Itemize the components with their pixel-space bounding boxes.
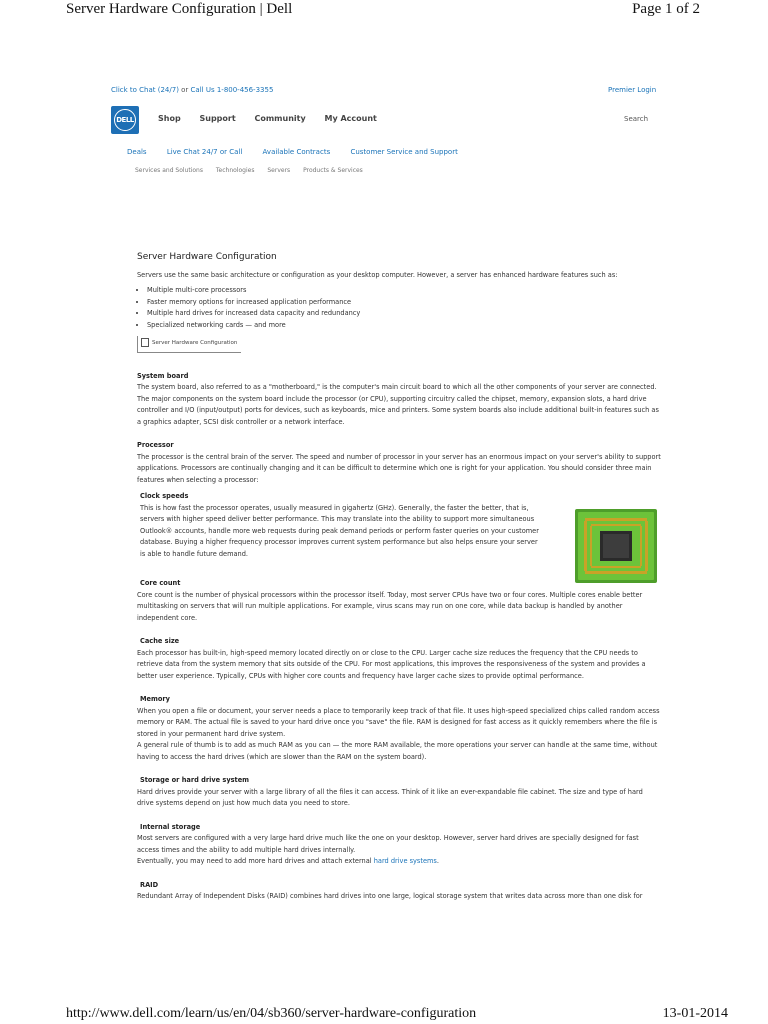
list-item: • Specialized networking cards — and more: [147, 320, 661, 332]
sub-nav: [127, 148, 476, 156]
paragraph: Core count is the number of physical processors within the processor itself. Today, most server CPUs have two or four cores. Multiple cores enable better multitasking on servers that will run multiple applications. For example, virus scans may run on one core, while data backup is handled by another independent core.: [137, 590, 643, 622]
nav-my-account[interactable]: My Account: [324, 114, 377, 123]
image-placeholder: [137, 336, 241, 353]
page-url: http://www.dell.com/learn/us/en/04/sb360/server-hardware-configuration: [66, 1006, 477, 1021]
section-heading: Storage or hard drive system: [140, 776, 250, 784]
list-item: • Faster memory options for increased application performance: [147, 297, 661, 309]
section-heading: System board: [137, 371, 189, 380]
contact-bar: [111, 86, 273, 94]
feature-list: [137, 285, 661, 331]
or-text: or: [178, 86, 191, 94]
dell-logo[interactable]: [111, 106, 139, 134]
nav-community[interactable]: Community: [254, 114, 306, 123]
section-heading: Core count: [140, 579, 181, 587]
chip-die-top: [603, 534, 629, 558]
paragraph: [137, 856, 661, 868]
section-heading: Cache size: [140, 637, 180, 645]
logo-text: DELL: [116, 116, 134, 124]
paragraph: This is how fast the processor operates, usually measured in gigahertz (GHz). Generally, the faster the better, that is, servers with higher speed deliver better performance. This may translate into the ability to support more simultaneous Outlook® accounts, handle more web requests during peak demand periods or perform faster queries on your customer database. Buying a higher frequency processor improves current system performance but also helps ensure your server is able to handle future demand.: [140, 503, 539, 558]
list-item: • Multiple multi-core processors: [147, 285, 661, 297]
hard-drive-systems-link[interactable]: hard drive systems: [373, 857, 437, 865]
section-heading: Clock speeds: [140, 492, 189, 500]
chat-link[interactable]: Click to Chat (24/7): [111, 86, 179, 94]
breadcrumb-item[interactable]: Services and Solutions: [135, 167, 203, 174]
subnav-live-chat[interactable]: Live Chat 24/7 or Call: [166, 148, 243, 156]
paragraph: The system board, also referred to as a "motherboard," is the computer's main circuit board to which all the other components of your server are connected.: [137, 383, 657, 391]
nav-support[interactable]: Support: [199, 114, 236, 123]
paragraph: When you open a file or document, your server needs a place to temporarily keep track of that file. It uses high-speed specialized chips called random access memory or RAM. The actual file is saved to your hard drive once you "save" the file. RAM is designed for fast access as it quickly remembers where the file is stored in your permanent hard drive system.: [137, 706, 660, 738]
nav-shop[interactable]: Shop: [158, 114, 181, 123]
main-nav: [158, 114, 393, 123]
text: Eventually, you may need to add more hard drives and attach external: [137, 857, 374, 865]
subnav-deals[interactable]: Deals: [127, 148, 147, 156]
paragraph: A general rule of thumb is to add as much RAM as you can — the more RAM available, the more operations your server can handle at the same time, without having to access the hard drives (which are slower than the RAM on the system board).: [137, 741, 658, 761]
section-heading: Processor: [137, 441, 174, 449]
print-date: 13-01-2014: [662, 1006, 728, 1021]
list-item: • Multiple hard drives for increased data capacity and redundancy: [147, 308, 661, 320]
broken-image-icon: [141, 338, 149, 347]
subnav-customer-service[interactable]: Customer Service and Support: [350, 148, 458, 156]
text: .: [436, 857, 439, 865]
paragraph: The major components on the system board include the processor (or CPU), supporting circuitry called the chipset, memory, expansion slots, a hard drive controller and I/O (input/output) ports for devices, such as keyboards, mice and printers. Some system boards also include additional built-in features such as a graphics adapter, SCSI disk controller or a network interface.: [137, 394, 659, 426]
premier-login-link[interactable]: Premier Login: [608, 86, 657, 94]
paragraph: Most servers are configured with a very large hard drive much like the one on your desktop. However, server hard drives are specially designed for fast access times and the ability to add multiple hard drives internally.: [137, 834, 639, 854]
image-caption: Server Hardware Configuration: [152, 340, 238, 346]
breadcrumb-item[interactable]: Products & Services: [303, 167, 363, 174]
search-link[interactable]: Search: [624, 115, 649, 123]
section-heading: Memory: [140, 695, 170, 703]
section-heading: Internal storage: [140, 822, 201, 831]
paragraph: Redundant Array of Independent Disks (RAID) combines hard drives into one large, logical storage system that writes data across more than one disk for: [137, 892, 643, 900]
breadcrumb: [135, 167, 374, 174]
cpu-chip-image: [575, 509, 657, 583]
page-number: Page 1 of 2: [632, 1, 700, 17]
section-heading: RAID: [140, 880, 159, 889]
call-link[interactable]: Call Us 1-800-456-3355: [190, 86, 274, 94]
breadcrumb-item[interactable]: Technologies: [215, 167, 255, 174]
paragraph: The processor is the central brain of the server. The speed and number of processor in your server has an enormous impact on your server's ability to support applications. Processors are continually changing and it can be difficult to determine which one is right for your application. You should consider three main features when selecting a processor:: [137, 452, 661, 484]
print-title: Server Hardware Configuration | Dell: [66, 1, 293, 17]
paragraph: Each processor has built-in, high-speed memory located directly on or close to the CPU. Larger cache size reduces the frequency that the CPU needs to retrieve data from the system memory that sits outside of the CPU. For most applications, this improves the responsiveness of the system and provides a better user experience. Typically, CPUs with higher core counts and frequency have larger cache sizes to provide optimal performance.: [137, 648, 646, 680]
breadcrumb-item[interactable]: Servers: [267, 167, 291, 174]
intro-text: Servers use the same basic architecture or configuration as your desktop computer. However, a server has enhanced hardware features such as:: [137, 270, 618, 279]
print-header: [0, 0, 768, 24]
page-title: Server Hardware Configuration: [137, 252, 277, 262]
subnav-contracts[interactable]: Available Contracts: [262, 148, 331, 156]
paragraph: Hard drives provide your server with a large library of all the files it can access. Think of it like an ever-expandable file cabinet. The size and type of hard drive systems depend on just how much data you need to store.: [137, 787, 643, 807]
